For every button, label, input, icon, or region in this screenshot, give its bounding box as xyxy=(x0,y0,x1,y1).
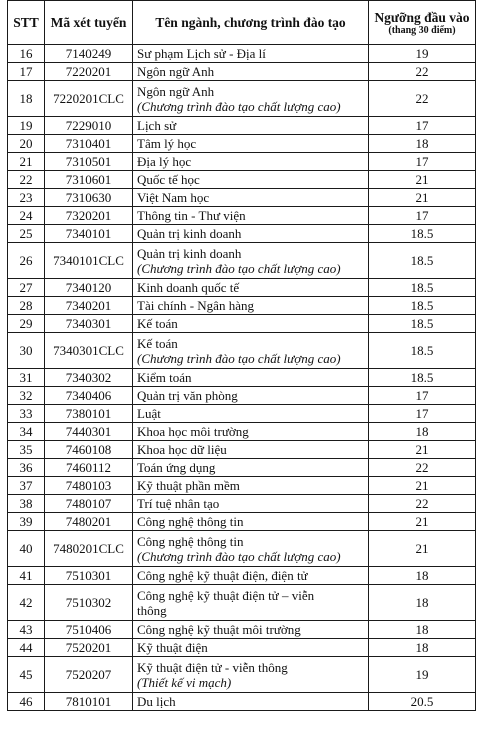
row-program xyxy=(133,243,369,279)
table-row xyxy=(8,387,476,405)
program-name: Công nghệ kỹ thuật điện tử – viễn xyxy=(137,587,315,603)
program-note: thông xyxy=(137,602,167,618)
row-program xyxy=(133,585,369,621)
row-score: 18.5 xyxy=(369,333,476,369)
program-note: (Thiết kế vi mạch) xyxy=(137,674,232,690)
row-score: 22 xyxy=(369,63,476,81)
program-name: Du lịch xyxy=(137,694,176,709)
row-program xyxy=(133,423,369,441)
row-stt: 19 xyxy=(8,117,45,135)
program-name: Sư phạm Lịch sử - Địa lí xyxy=(137,46,266,61)
row-stt: 35 xyxy=(8,441,45,459)
table-row xyxy=(8,369,476,387)
header-name: Tên ngành, chương trình đào tạo xyxy=(133,1,369,45)
header-stt: STT xyxy=(8,1,45,45)
row-program xyxy=(133,315,369,333)
table-row xyxy=(8,45,476,63)
row-stt: 34 xyxy=(8,423,45,441)
row-code: 7340120 xyxy=(45,279,133,297)
row-score: 22 xyxy=(369,495,476,513)
table-row xyxy=(8,477,476,495)
table-row xyxy=(8,225,476,243)
row-program xyxy=(133,693,369,711)
program-name: Kinh doanh quốc tế xyxy=(137,280,240,295)
row-program xyxy=(133,639,369,657)
row-code: 7810101 xyxy=(45,693,133,711)
row-score: 21 xyxy=(369,513,476,531)
row-program xyxy=(133,531,369,567)
table-row xyxy=(8,207,476,225)
row-code: 7510302 xyxy=(45,585,133,621)
row-code: 7340301 xyxy=(45,315,133,333)
row-stt: 44 xyxy=(8,639,45,657)
row-stt: 21 xyxy=(8,153,45,171)
program-name: Quốc tế học xyxy=(137,172,200,187)
row-code: 7229010 xyxy=(45,117,133,135)
header-score-label: Ngưỡng đầu vào xyxy=(374,9,470,25)
row-score: 18.5 xyxy=(369,243,476,279)
row-stt: 36 xyxy=(8,459,45,477)
row-score: 17 xyxy=(369,387,476,405)
row-code: 7480103 xyxy=(45,477,133,495)
row-code: 7480201CLC xyxy=(45,531,133,567)
row-stt: 18 xyxy=(8,81,45,117)
header-code-label: Mã xét tuyển xyxy=(50,14,127,30)
row-score: 18 xyxy=(369,423,476,441)
row-program xyxy=(133,459,369,477)
table-row xyxy=(8,135,476,153)
program-name: Kỹ thuật điện xyxy=(137,640,208,655)
row-program xyxy=(133,171,369,189)
program-name: Công nghệ kỹ thuật môi trường xyxy=(137,622,301,637)
program-name: Quản trị kinh doanh xyxy=(137,226,242,241)
row-score: 18 xyxy=(369,567,476,585)
row-stt: 40 xyxy=(8,531,45,567)
row-stt: 45 xyxy=(8,657,45,693)
row-score: 21 xyxy=(369,171,476,189)
row-stt: 33 xyxy=(8,405,45,423)
row-score: 17 xyxy=(369,117,476,135)
program-name: Khoa học dữ liệu xyxy=(137,442,227,457)
row-code: 7310501 xyxy=(45,153,133,171)
program-name: Kỹ thuật phần mềm xyxy=(137,478,240,493)
program-note: (Chương trình đào tạo chất lượng cao) xyxy=(137,548,341,564)
program-name: Tài chính - Ngân hàng xyxy=(137,298,254,313)
row-program xyxy=(133,45,369,63)
program-name: Kỹ thuật điện tử - viễn thông xyxy=(137,659,288,675)
row-stt: 28 xyxy=(8,297,45,315)
row-program xyxy=(133,657,369,693)
row-stt: 25 xyxy=(8,225,45,243)
row-code: 7510406 xyxy=(45,621,133,639)
table-row xyxy=(8,513,476,531)
row-program xyxy=(133,135,369,153)
row-program xyxy=(133,477,369,495)
row-program xyxy=(133,387,369,405)
row-code: 7310630 xyxy=(45,189,133,207)
row-score: 22 xyxy=(369,459,476,477)
row-stt: 17 xyxy=(8,63,45,81)
table-row xyxy=(8,333,476,369)
row-code: 7320201 xyxy=(45,207,133,225)
row-program xyxy=(133,279,369,297)
row-score: 20.5 xyxy=(369,693,476,711)
table-row xyxy=(8,495,476,513)
row-program xyxy=(133,225,369,243)
row-code: 7340201 xyxy=(45,297,133,315)
header-row xyxy=(8,1,476,45)
table-row xyxy=(8,657,476,693)
row-code: 7340101CLC xyxy=(45,243,133,279)
row-stt: 37 xyxy=(8,477,45,495)
row-score: 18 xyxy=(369,585,476,621)
row-stt: 41 xyxy=(8,567,45,585)
row-score: 17 xyxy=(369,405,476,423)
row-code: 7460112 xyxy=(45,459,133,477)
row-score: 17 xyxy=(369,153,476,171)
row-code: 7220201 xyxy=(45,63,133,81)
row-program xyxy=(133,441,369,459)
row-score: 19 xyxy=(369,657,476,693)
row-code: 7520201 xyxy=(45,639,133,657)
row-score: 18.5 xyxy=(369,369,476,387)
row-program xyxy=(133,207,369,225)
row-stt: 23 xyxy=(8,189,45,207)
table-row xyxy=(8,279,476,297)
row-code: 7340301CLC xyxy=(45,333,133,369)
row-program xyxy=(133,333,369,369)
row-score: 18 xyxy=(369,621,476,639)
row-code: 7340101 xyxy=(45,225,133,243)
row-stt: 29 xyxy=(8,315,45,333)
table-row xyxy=(8,81,476,117)
program-note: (Chương trình đào tạo chất lượng cao) xyxy=(137,98,341,114)
row-score: 18.5 xyxy=(369,297,476,315)
table-row xyxy=(8,315,476,333)
row-stt: 20 xyxy=(8,135,45,153)
row-code: 7140249 xyxy=(45,45,133,63)
row-code: 7340302 xyxy=(45,369,133,387)
program-name: Kế toán xyxy=(137,316,178,331)
row-score: 17 xyxy=(369,207,476,225)
row-score: 18.5 xyxy=(369,315,476,333)
row-stt: 26 xyxy=(8,243,45,279)
row-program xyxy=(133,621,369,639)
table-row xyxy=(8,423,476,441)
program-name: Lịch sử xyxy=(137,118,177,133)
header-code xyxy=(45,1,133,45)
table-row xyxy=(8,693,476,711)
row-program xyxy=(133,405,369,423)
program-name: Công nghệ kỹ thuật điện, điện tử xyxy=(137,568,308,583)
table-row xyxy=(8,117,476,135)
row-code: 7380101 xyxy=(45,405,133,423)
program-name: Việt Nam học xyxy=(137,190,210,205)
row-stt: 30 xyxy=(8,333,45,369)
program-name: Ngôn ngữ Anh xyxy=(137,64,215,79)
program-name: Ngôn ngữ Anh xyxy=(137,83,215,99)
row-code: 7460108 xyxy=(45,441,133,459)
program-name: Luật xyxy=(137,406,161,421)
row-score: 18.5 xyxy=(369,279,476,297)
row-score: 21 xyxy=(369,531,476,567)
table-row xyxy=(8,621,476,639)
program-note: (Chương trình đào tạo chất lượng cao) xyxy=(137,350,341,366)
row-program xyxy=(133,567,369,585)
row-stt: 46 xyxy=(8,693,45,711)
row-code: 7340406 xyxy=(45,387,133,405)
table-row xyxy=(8,567,476,585)
row-score: 18.5 xyxy=(369,225,476,243)
row-code: 7480201 xyxy=(45,513,133,531)
table-row xyxy=(8,585,476,621)
row-stt: 31 xyxy=(8,369,45,387)
program-name: Kiểm toán xyxy=(137,370,192,385)
table-row xyxy=(8,153,476,171)
row-program xyxy=(133,513,369,531)
table-row xyxy=(8,297,476,315)
header-score-unit: (thang 30 điểm) xyxy=(388,24,456,36)
table-row xyxy=(8,405,476,423)
program-name: Quản trị văn phòng xyxy=(137,388,238,403)
program-note: (Chương trình đào tạo chất lượng cao) xyxy=(137,260,341,276)
table-row xyxy=(8,189,476,207)
row-code: 7510301 xyxy=(45,567,133,585)
table-row xyxy=(8,531,476,567)
row-program xyxy=(133,369,369,387)
row-stt: 24 xyxy=(8,207,45,225)
row-program xyxy=(133,153,369,171)
row-code: 7220201CLC xyxy=(45,81,133,117)
row-stt: 42 xyxy=(8,585,45,621)
table-row xyxy=(8,63,476,81)
row-stt: 22 xyxy=(8,171,45,189)
row-program xyxy=(133,297,369,315)
program-name: Tâm lý học xyxy=(137,136,197,151)
table-row xyxy=(8,243,476,279)
header-score xyxy=(369,1,476,45)
admission-threshold-table xyxy=(7,0,476,711)
row-code: 7480107 xyxy=(45,495,133,513)
program-name: Quản trị kinh doanh xyxy=(137,245,242,261)
program-name: Trí tuệ nhân tạo xyxy=(137,496,220,511)
row-program xyxy=(133,63,369,81)
table-row xyxy=(8,171,476,189)
table-row xyxy=(8,639,476,657)
row-stt: 43 xyxy=(8,621,45,639)
row-program xyxy=(133,495,369,513)
program-name: Thông tin - Thư viện xyxy=(137,208,246,223)
program-name: Công nghệ thông tin xyxy=(137,514,244,529)
program-name: Khoa học môi trường xyxy=(137,424,249,439)
program-name: Công nghệ thông tin xyxy=(137,533,244,549)
row-stt: 38 xyxy=(8,495,45,513)
row-stt: 16 xyxy=(8,45,45,63)
program-name: Địa lý học xyxy=(137,154,192,169)
row-score: 22 xyxy=(369,81,476,117)
row-program xyxy=(133,117,369,135)
row-score: 18 xyxy=(369,639,476,657)
row-program xyxy=(133,189,369,207)
row-stt: 27 xyxy=(8,279,45,297)
row-stt: 39 xyxy=(8,513,45,531)
row-score: 21 xyxy=(369,441,476,459)
row-program xyxy=(133,81,369,117)
row-score: 19 xyxy=(369,45,476,63)
row-code: 7310401 xyxy=(45,135,133,153)
table-row xyxy=(8,441,476,459)
row-score: 21 xyxy=(369,189,476,207)
program-name: Kế toán xyxy=(137,335,178,351)
row-score: 21 xyxy=(369,477,476,495)
row-code: 7310601 xyxy=(45,171,133,189)
row-score: 18 xyxy=(369,135,476,153)
program-name: Toán ứng dụng xyxy=(137,460,216,475)
row-stt: 32 xyxy=(8,387,45,405)
row-code: 7440301 xyxy=(45,423,133,441)
row-code: 7520207 xyxy=(45,657,133,693)
table-row xyxy=(8,459,476,477)
